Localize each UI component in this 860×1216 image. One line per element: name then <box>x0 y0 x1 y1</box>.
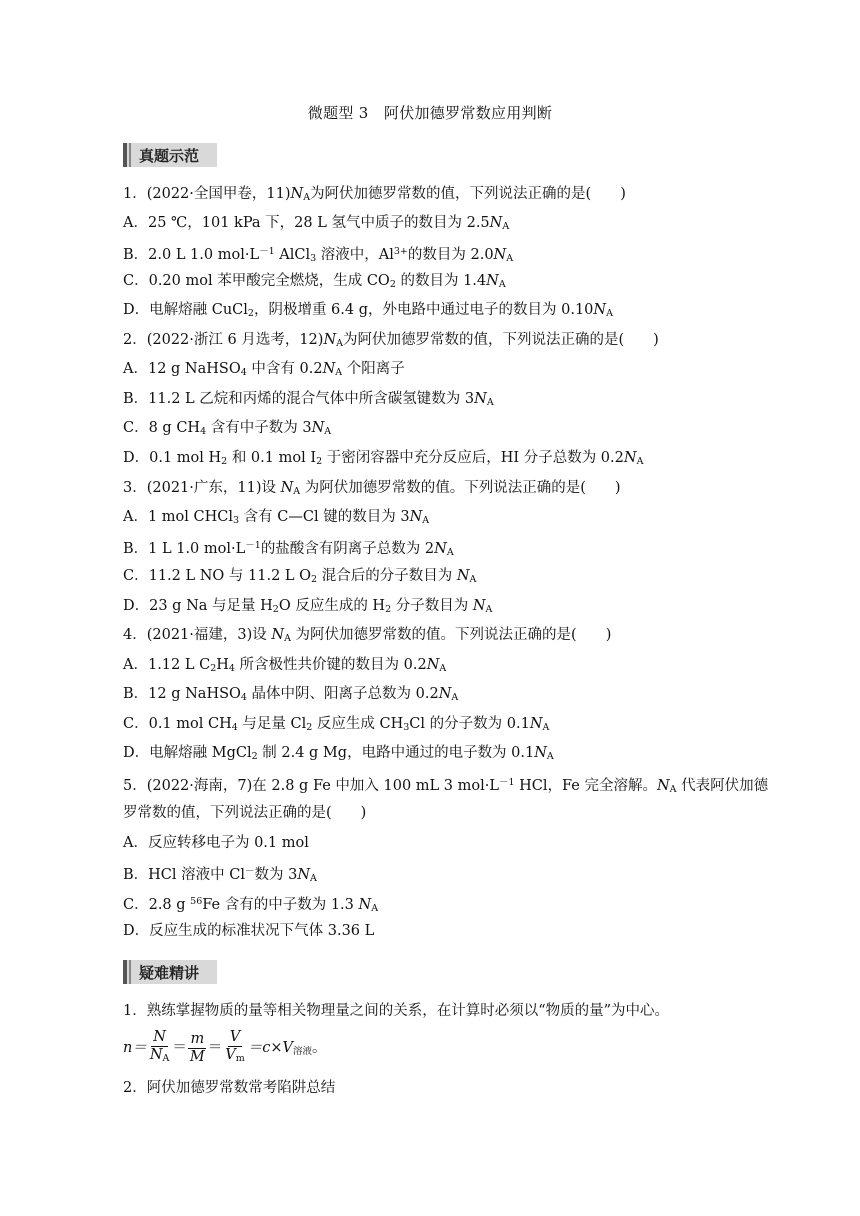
section-bar-icon <box>123 960 127 984</box>
q2-option-a: A．12 g NaHSO$_4$ 中含有 $0.2N_A$ 个阳离子 <box>123 361 405 378</box>
q2-stem: 2．(2022·浙江 6 月选考，$12)N_A$为阿伏加德罗常数的值，下列说法正确的是( ) <box>123 332 659 349</box>
formula-line: n＝ $\frac{N}{N_A}$ ＝ $\frac{m}{M}$ ＝ $\frac{V}{V_m}$ ＝c×V溶液。 <box>123 1029 327 1070</box>
q3-option-d: D．23 g Na 与足量 $H_2O$ 反应生成的 $H_2$ 分子数目为 $N_A$ <box>123 598 493 615</box>
q1-stem: 1．(2022·全国甲卷，$11)N_A$为阿伏加德罗常数的值，下列说法正确的是( ) <box>123 186 626 203</box>
fraction-n-over-na: $\frac{N}{N_A}$ <box>149 1029 170 1064</box>
q2-option-c: C．8 g $CH_4$ 含有中子数为 $3N_A$ <box>123 420 332 437</box>
section-bar2-icon <box>129 143 131 167</box>
q3-option-b: B．1 L 1.0 $mol\cdot L^{-1}$的盐酸含有阴离子总数为 $2N_A$ <box>123 540 454 558</box>
q4-stem: 4．(2021·福建，3)设 $N_A$ 为阿伏加德罗常数的值。下列说法正确的是( ) <box>123 627 612 644</box>
q4-option-b: B．12 g NaHSO$_4$ 晶体中阴、阳离子总数为 $0.2N_A$ <box>123 686 459 703</box>
q5-option-b: B．HCl 溶液中 Cl－数为 $3N_A$ <box>123 866 317 884</box>
q5-option-d: D．反应生成的标准状况下气体 3.36 L <box>123 923 375 939</box>
q4-option-d: D．电解熔融 MgCl$_2$ 制 2.4 g Mg，电路中通过的电子数为 $0.1N_A$ <box>123 745 554 762</box>
q5-option-c: C．2.8 g $^{56}$Fe 含有的中子数为 1.3 $N_A$ <box>123 896 379 914</box>
q2-option-b: B．11.2 L 乙烷和丙烯的混合气体中所含碳氢键数为 $3N_A$ <box>123 391 494 408</box>
q4-option-c: C．0.1 mol $CH_4$ 与足量 $Cl_2$ 反应生成 $CH_3Cl$ 的分子数为 $0.1N_A$ <box>123 716 550 733</box>
q5-stem-line1: 5．(2022·海南，7)在 2.8 g Fe 中加入 100 mL 3 $mol\cdot L^{-1}$ HCl，Fe 完全溶解。$N_A$ 代表阿伏加德 <box>123 777 769 795</box>
q4-option-a: A．1.12 L $C_2H_4$ 所含极性共价键的数目为 $0.2N_A$ <box>123 657 447 674</box>
section-label: 真题示范 <box>139 146 200 165</box>
q2-option-d: D．0.1 mol $H_2$ 和 0.1 mol $I_2$ 于密闭容器中充分反应后，HI 分子总数为 $0.2N_A$ <box>123 450 644 467</box>
section-header-examples <box>123 143 217 167</box>
section-bar2-icon <box>129 960 131 984</box>
q1-option-b: B．2.0 L 1.0 $mol\cdot L^{-1}$ AlCl$_3$ 溶液中，$Al^{3+}$的数目为 $2.0N_A$ <box>123 246 514 264</box>
section-bar-icon <box>123 143 127 167</box>
q5-option-a: A．反应转移电子为 0.1 mol <box>123 835 309 851</box>
q1-option-c: C．0.20 mol 苯甲酸完全燃烧，生成 $CO_2$ 的数目为 $1.4N_A$ <box>123 273 506 290</box>
section-header-explanation <box>123 960 217 984</box>
note-paragraph-1: 1．熟练掌握物质的量等相关物理量之间的关系，在计算时必须以“物质的量”为中心。 <box>123 1003 670 1019</box>
q3-stem: 3．(2021·广东，11)设 $N_A$ 为阿伏加德罗常数的值。下列说法正确的是( ) <box>123 480 621 497</box>
q1-option-a: A．25 ℃，101 kPa 下，28 L 氢气中质子的数目为 $2.5N_A$ <box>123 215 510 232</box>
q5-stem-line2: 罗常数的值，下列说法正确的是( ) <box>123 805 367 821</box>
q3-option-a: A．1 mol CHCl$_3$ 含有 C—Cl 键的数目为 $3N_A$ <box>123 509 430 526</box>
q3-option-c: C．11.2 L NO 与 11.2 L $O_2$ 混合后的分子数目为 $N_A$ <box>123 568 477 585</box>
fraction-v-over-vm: $\frac{V}{V_m}$ <box>225 1029 245 1064</box>
q1-option-d: D．电解熔融 CuCl$_2$，阴极增重 6.4 g，外电路中通过电子的数目为 $0.10N_A$ <box>123 302 613 319</box>
section-label: 疑难精讲 <box>139 963 200 982</box>
fraction-m-over-M: $\frac{m}{M}$ <box>189 1030 205 1065</box>
page-title: 微题型 3 阿伏加德罗常数应用判断 <box>307 104 553 122</box>
note-paragraph-2: 2．阿伏加德罗常数常考陷阱总结 <box>123 1080 336 1096</box>
